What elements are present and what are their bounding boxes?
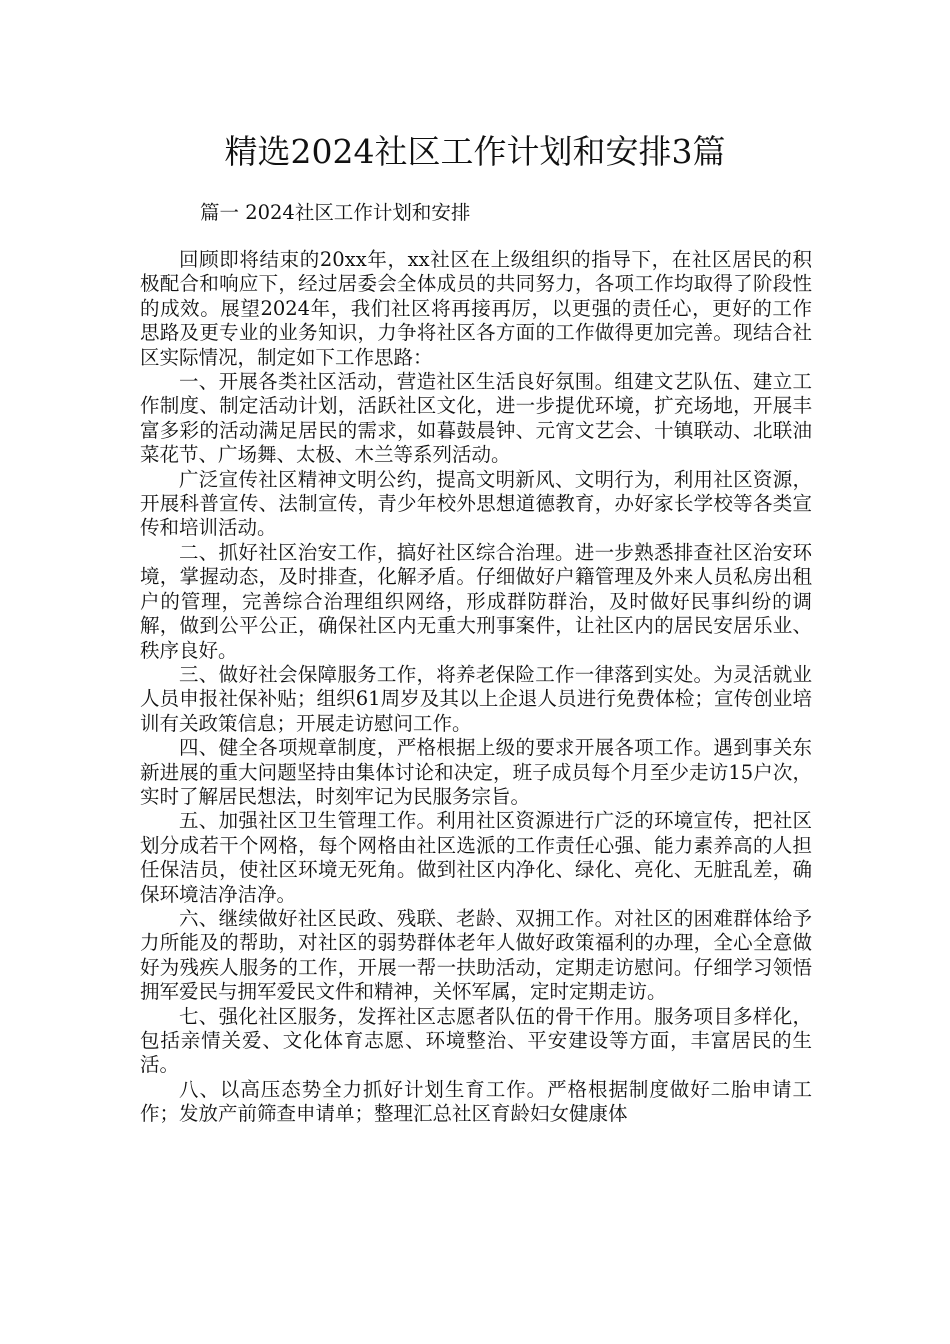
- section-heading: 篇一 2024社区工作计划和安排: [200, 201, 471, 224]
- document-body: [140, 248, 812, 1127]
- paragraph-item-6: 六、继续做好社区民政、残联、老龄、双拥工作。对社区的困难群体给予力所能及的帮助，对社区的弱势群体老年人做好政策福利的办理，全心全意做好为残疾人服务的工作，开展一帮一扶助活动，定期走访慰问。仔细学习领悟拥军爱民与拥军爱民文件和精神，关怀军属，定时定期走访。: [140, 906, 812, 1004]
- paragraph-item-7: 七、强化社区服务，发挥社区志愿者队伍的骨干作用。服务项目多样化，包括亲情关爱、文化体育志愿、环境整治、平安建设等方面，丰富居民的生活。: [140, 1004, 812, 1077]
- paragraph-item-1-continued: 广泛宣传社区精神文明公约，提高文明新风、文明行为，利用社区资源，开展科普宣传、法制宣传，青少年校外思想道德教育，办好家长学校等各类宣传和培训活动。: [140, 467, 812, 540]
- paragraph-intro: 回顾即将结束的20xx年，xx社区在上级组织的指导下，在社区居民的积极配合和响应下，经过居委会全体成员的共同努力，各项工作均取得了阶段性的成效。展望2024年，我们社区将再接再厉，以更强的责任心，更好的工作思路及更专业的业务知识，力争将社区各方面的工作做得更加完善。现结合社区实际情况，制定如下工作思路：: [140, 248, 812, 369]
- document-title: 精选2024社区工作计划和安排3篇: [224, 132, 726, 171]
- paragraph-item-5: 五、加强社区卫生管理工作。利用社区资源进行广泛的环境宣传，把社区划分成若干个网格，每个网格由社区选派的工作责任心强、能力素养高的人担任保洁员，使社区环境无死角。做到社区内净化、绿化、亮化、无脏乱差，确保环境洁净洁净。: [140, 809, 812, 906]
- paragraph-item-4: 四、健全各项规章制度，严格根据上级的要求开展各项工作。遇到事关东新进展的重大问题坚持由集体讨论和决定，班子成员每个月至少走访15户次，实时了解居民想法，时刻牢记为民服务宗旨。: [140, 736, 812, 808]
- paragraph-item-3: 三、做好社会保障服务工作，将养老保险工作一律落到实处。为灵活就业人员申报社保补贴；组织61周岁及其以上企退人员进行免费体检；宣传创业培训有关政策信息；开展走访慰问工作。: [140, 662, 812, 735]
- paragraph-item-8: 八、以高压态势全力抓好计划生育工作。严格根据制度做好二胎申请工作；发放产前筛查申请单；整理汇总社区育龄妇女健康体: [140, 1077, 812, 1126]
- paragraph-item-2: 二、抓好社区治安工作，搞好社区综合治理。进一步熟悉排查社区治安环境，掌握动态，及时排查，化解矛盾。仔细做好户籍管理及外来人员私房出租户的管理，完善综合治理组织网络，形成群防群治，及时做好民事纠纷的调解，做到公平公正，确保社区内无重大刑事案件，让社区内的居民安居乐业、秩序良好。: [140, 540, 812, 662]
- paragraph-item-1: 一、开展各类社区活动，营造社区生活良好氛围。组建文艺队伍、建立工作制度、制定活动计划，活跃社区文化，进一步提优环境，扩充场地，开展丰富多彩的活动满足居民的需求，如暮鼓晨钟、元宵文艺会、十镇联动、北联油菜花节、广场舞、太极、木兰等系列活动。: [140, 370, 812, 467]
